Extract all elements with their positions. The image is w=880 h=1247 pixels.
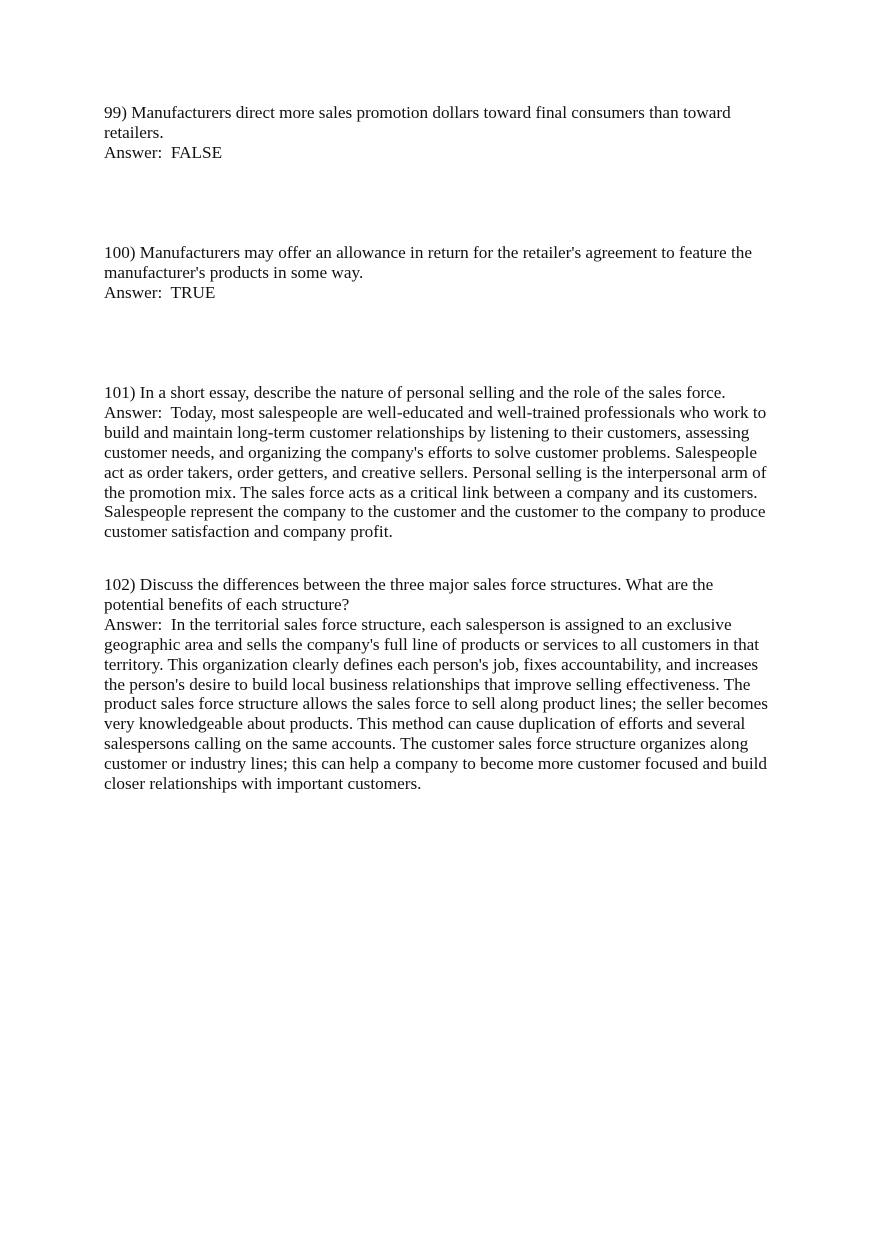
question-text: 102) Discuss the differences between the three major sales force structures. What are the potential benefits of each structure? (104, 575, 714, 614)
answer-line (104, 403, 776, 542)
question-text: 101) In a short essay, describe the nature of personal selling and the role of the sales force. (104, 383, 726, 402)
answer-line (104, 283, 776, 303)
question-102 (104, 575, 776, 794)
answer-text: TRUE (170, 282, 216, 302)
answer-label: Answer: (104, 142, 171, 162)
answer-label: Answer: (104, 614, 171, 634)
answer-text: FALSE (170, 142, 223, 162)
question-100 (104, 243, 776, 303)
answer-text: In the territorial sales force structure, each salesperson is assigned to an exclusive geographic area and sells the company's full line of products or services to all customers in that territory. This organization clearly defines each person's job, fixes accountability, and increases the person's desire to build local business relationships that improve selling effectiveness. The product sales force structure allows the sales force to sell along product lines; the seller becomes very knowledgeable about products. This method can cause duplication of efforts and several salespersons calling on the same accounts. The customer sales force structure organizes along customer or industry lines; this can help a company to become more customer focused and build closer relationships with important customers. (104, 614, 768, 794)
question-101 (104, 383, 776, 542)
question-text: 99) Manufacturers direct more sales promotion dollars toward final consumers than toward retailers. (104, 103, 731, 142)
answer-text: Today, most salespeople are well-educated and well-trained professionals who work to build and maintain long-term customer relationships by listening to their customers, assessing customer needs, and organizing the company's efforts to solve customer problems. Salespeople act as order takers, order getters, and creative sellers. Personal selling is the interpersonal arm of the promotion mix. The sales force acts as a critical link between a company and its customers. Salespeople represent the company to the customer and the customer to the company to produce customer satisfaction and company profit. (104, 402, 767, 542)
answer-line (104, 615, 776, 794)
answer-line (104, 143, 776, 163)
answer-label: Answer: (104, 402, 171, 422)
answer-label: Answer: (104, 282, 171, 302)
question-text: 100) Manufacturers may offer an allowance in return for the retailer's agreement to feature the manufacturer's products in some way. (104, 243, 752, 282)
question-99 (104, 103, 776, 163)
